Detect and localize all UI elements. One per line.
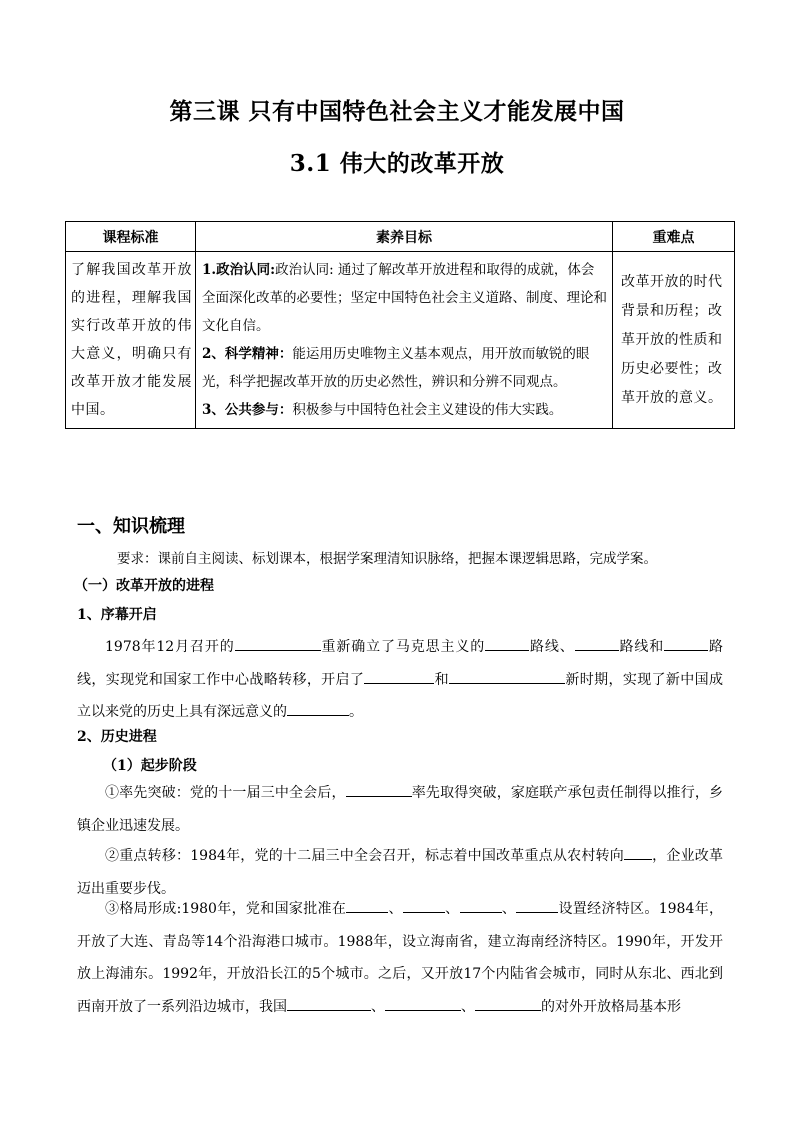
fill-blank[interactable] — [516, 897, 558, 913]
goal-item — [202, 396, 607, 424]
text-run: 和 — [434, 671, 450, 688]
fill-blank[interactable] — [346, 781, 412, 797]
paragraph-breakthrough — [77, 777, 723, 842]
fill-blank[interactable] — [664, 635, 708, 651]
fill-blank[interactable] — [485, 635, 529, 651]
fill-blank[interactable] — [287, 995, 371, 1011]
text-run: 、 — [501, 901, 517, 917]
section-title: 3.1 伟大的改革开放 — [289, 150, 505, 177]
stage-heading: （1）起步阶段 — [103, 758, 197, 774]
item-heading: 2、历史进程 — [77, 729, 157, 745]
text-run: 、 — [461, 998, 475, 1015]
cell-key-points: 改革开放的时代背景和历程；改革开放的性质和历史必要性；改革开放的意义。 — [613, 252, 735, 429]
knowledge-heading: 一、知识梳理 — [77, 516, 185, 537]
text-run: 新时期，实现了新中国成立以来党的历史上具有深远意义的 — [77, 671, 724, 720]
fill-blank[interactable] — [575, 635, 619, 651]
fill-blank[interactable] — [385, 995, 461, 1011]
text-run: 、 — [388, 901, 403, 917]
text-run: 、 — [371, 998, 385, 1015]
text-run: 率先取得突破，家庭联产承包责任制得以推行，乡镇企业迅速发展。 — [77, 785, 724, 834]
text-run: 的对外开放格局基本形 — [541, 998, 681, 1015]
fill-blank[interactable] — [475, 995, 541, 1011]
text-run: 、 — [444, 901, 460, 917]
text-run: ，企业改革迈出重要步伐。 — [77, 848, 723, 897]
fill-blank[interactable] — [364, 668, 434, 684]
goal-item — [202, 256, 607, 340]
text-run: 路线，实现党和国家工作中心战略转移，开启了 — [77, 639, 724, 688]
fill-blank[interactable] — [346, 897, 388, 913]
table-row — [66, 252, 735, 429]
paragraph-prelude — [77, 631, 723, 729]
header-goals: 素养目标 — [196, 222, 613, 252]
subsection-heading: （一）改革开放的进程 — [74, 578, 214, 594]
curriculum-table — [65, 221, 735, 429]
text-run: 路线、 — [529, 639, 575, 655]
header-standard: 课程标准 — [66, 222, 196, 252]
header-key-points: 重难点 — [613, 222, 735, 252]
item-heading: 1、序幕开启 — [77, 607, 157, 623]
goal-text: 能运用历史唯物主义基本观点，用开放而敏锐的眼光，科学把握改革开放的历史必然性，辨识和分辨不同观点。 — [202, 346, 590, 390]
cell-standard: 了解我国改革开放的进程，理解我国实行改革开放的伟大意义，明确只有改革开放才能发展中国。 — [66, 252, 196, 429]
goal-label: 2、科学精神： — [202, 346, 293, 362]
fill-blank[interactable] — [403, 897, 445, 913]
lesson-title: 第三课 只有中国特色社会主义才能发展中国 — [169, 98, 625, 125]
text-run: 。 — [349, 704, 363, 720]
text-run: ②重点转移：1984年，党的十二届三中全会召开，标志着中国改革重点从农村转向 — [105, 848, 624, 864]
text-run: ①率先突破：党的十一届三中全会后， — [105, 785, 346, 801]
goal-label: 3、公共参与： — [202, 402, 293, 418]
table-header-row — [66, 222, 735, 252]
fill-blank[interactable] — [287, 700, 349, 716]
goal-text: 积极参与中国特色社会主义建设的伟大实践。 — [292, 402, 563, 418]
text-run: 路线和 — [618, 639, 665, 655]
fill-blank[interactable] — [449, 668, 565, 684]
fill-blank[interactable] — [460, 897, 502, 913]
requirement-text: 要求：课前自主阅读、标划课本，根据学案理清知识脉络，把握本课逻辑思路，完成学案。 — [117, 551, 657, 567]
text-run: 重新确立了马克思主义的 — [320, 639, 486, 655]
goal-item — [202, 340, 607, 396]
paragraph-pattern — [77, 893, 723, 1023]
goal-label: 1.政治认同: — [202, 262, 276, 278]
fill-blank[interactable] — [235, 635, 321, 651]
text-run: ③格局形成:1980年，党和国家批准在 — [105, 901, 347, 917]
fill-blank[interactable] — [624, 844, 652, 860]
goal-text: 政治认同: 通过了解改革开放进程和取得的成就，体会全面深化改革的必要性；坚定中国特色社会主义道路、制度、理论和文化自信。 — [202, 262, 607, 334]
text-run: 设置经济特区。1984年，开放了大连、青岛等14个沿海港口城市。1988年，设立海南省，建立海南经济特区。1990年，开发开放上海浦东。1992年，开放沿长江的5个城市。之后，又开放17个内陆省会城市，同时从东北、西北到西南开放了一系列沿边城市，我国 — [77, 901, 724, 1015]
text-run: 1978年12月召开的 — [105, 639, 235, 655]
cell-goals — [196, 252, 613, 429]
